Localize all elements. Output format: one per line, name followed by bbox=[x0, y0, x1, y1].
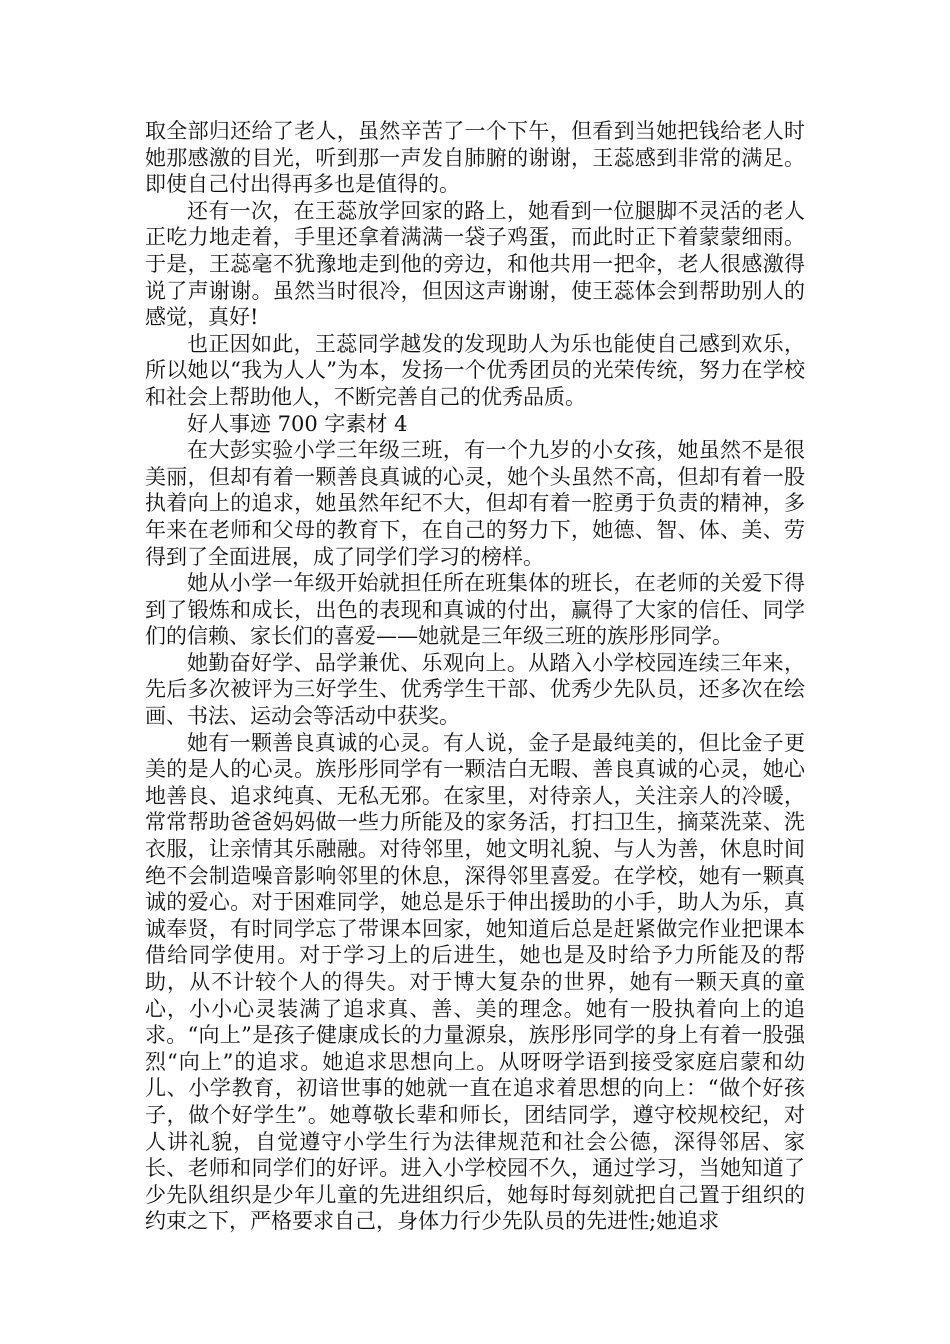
section-heading: 好人事迹 700 字素材 4 bbox=[187, 411, 408, 436]
paragraph-8: 她有一颗善良真诚的心灵。有人说，金子是最纯美的，但比金子更美的是人的心灵。族彤彤同学有一颗洁白无暇、善良真诚的心灵，她心地善良、追求纯真、无私无邪。在家里，对待亲人，关注亲人的冷暖，常常帮助爸爸妈妈做一些力所能及的家务活，打扫卫生，摘菜洗菜、洗衣服，让亲情其乐融融。对待邻里，她文明礼貌、与人为善，休息时间绝不会制造噪音影响邻里的休息，深得邻里喜爱。在学校，她有一颗真诚的爱心。对于困难同学，她总是乐于伸出援助的小手，助人为乐，真诚奉贤，有时同学忘了带课本回家，她知道后总是赶紧做完作业把课本借给同学使用。对于学习上的后进生，她也是及时给予力所能及的帮助，从不计较个人的得失。对于博大复杂的世界，她有一颗天真的童心，小小心灵装满了追求真、善、美的理念。她有一股执着向上的追求。“向上”是孩子健康成长的力量源泉，族彤彤同学的身上有着一股强烈“向上”的追求。她追求思想向上。从呀呀学语到接受家庭启蒙和幼儿、小学教育，初谙世事的她就一直在追求着思想的向上：“做个好孩子，做个好学生”。她尊敬长辈和师长，团结同学，遵守校规校纪，对人讲礼貌，自觉遵守小学生行为法律规范和社会公德，深得邻居、家长、老师和同学们的好评。进入小学校园不久，通过学习，当她知道了少先队组织是少年儿童的先进组织后，她每时每刻就把自己置于组织的约束之下，严格要求自己，身体力行少先队员的先进性;她追求 bbox=[145, 730, 805, 1234]
paragraph-1: 取全部归还给了老人，虽然辛苦了一个下午，但看到当她把钱给老人时她那感激的目光，听到那一声发自肺腑的谢谢，王蕊感到非常的满足。即使自己付出得再多也是值得的。 bbox=[145, 119, 805, 197]
paragraph-3: 也正因如此，王蕊同学越发的发现助人为乐也能使自己感到欢乐，所以她以“我为人人”为本，发扬一个优秀团员的光荣传统，努力在学校和社会上帮助他人，不断完善自己的优秀品质。 bbox=[145, 331, 805, 409]
document-body bbox=[145, 118, 805, 1235]
paragraph-7: 她勤奋好学、品学兼优、乐观向上。从踏入小学校园连续三年来，先后多次被评为三好学生、优秀学生干部、优秀少先队员，还多次在绘画、书法、运动会等活动中获奖。 bbox=[145, 650, 805, 729]
paragraph-5: 在大彭实验小学三年级三班，有一个九岁的小女孩，她虽然不是很美丽，但却有着一颗善良真诚的心灵，她个头虽然不高，但却有着一股执着向上的追求，她虽然年纪不大，但却有着一腔勇于负责的精神，多年来在老师和父母的教育下，在自己的努力下，她德、智、体、美、劳得到了全面进展，成了同学们学习的榜样。 bbox=[145, 438, 805, 569]
paragraph-6: 她从小学一年级开始就担任所在班集体的班长，在老师的关爱下得到了锻炼和成长，出色的表现和真诚的付出，赢得了大家的信任、同学们的信赖、家长们的喜爱——她就是三年级三班的族彤彤同学。 bbox=[145, 571, 805, 649]
paragraph-2: 还有一次，在王蕊放学回家的路上，她看到一位腿脚不灵活的老人正吃力地走着，手里还拿着满满一袋子鸡蛋，而此时正下着蒙蒙细雨。于是，王蕊毫不犹豫地走到他的旁边，和他共用一把伞，老人很感激得说了声谢谢。虽然当时很冷，但因这声谢谢，使王蕊体会到帮助别人的感觉，真好! bbox=[145, 198, 805, 330]
